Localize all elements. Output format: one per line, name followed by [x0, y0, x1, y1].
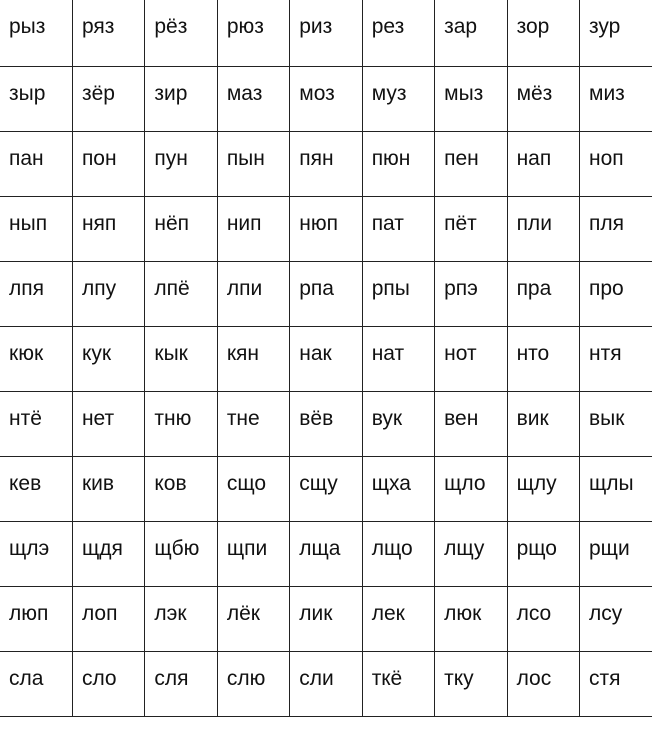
syllable-cell: рез	[362, 0, 434, 66]
syllable-cell: нтя	[580, 326, 653, 391]
syllable-cell: щпи	[217, 521, 289, 586]
syllable-cell: пун	[145, 131, 217, 196]
syllable-cell: лёк	[217, 586, 289, 651]
syllable-cell: лща	[290, 521, 362, 586]
syllable-cell: зёр	[72, 66, 144, 131]
syllable-cell: лек	[362, 586, 434, 651]
table-row	[0, 261, 652, 326]
syllable-cell: лоп	[72, 586, 144, 651]
syllable-cell: вен	[435, 391, 507, 456]
syllable-cell: мёз	[507, 66, 579, 131]
syllable-cell: лик	[290, 586, 362, 651]
syllable-cell: кев	[0, 456, 72, 521]
syllable-cell: нюп	[290, 196, 362, 261]
syllable-cell: рюз	[217, 0, 289, 66]
syllable-cell: пян	[290, 131, 362, 196]
syllable-cell: нып	[0, 196, 72, 261]
syllable-cell: щло	[435, 456, 507, 521]
syllable-cell: щлу	[507, 456, 579, 521]
syllable-cell: ряз	[72, 0, 144, 66]
syllable-cell: нип	[217, 196, 289, 261]
syllable-cell: лщу	[435, 521, 507, 586]
syllable-cell: про	[580, 261, 653, 326]
syllable-cell: щбю	[145, 521, 217, 586]
syllable-cell: рёз	[145, 0, 217, 66]
syllable-cell: пра	[507, 261, 579, 326]
syllable-cell: пан	[0, 131, 72, 196]
syllable-cell: сля	[145, 651, 217, 716]
syllable-cell: щдя	[72, 521, 144, 586]
table-row	[0, 586, 652, 651]
syllable-cell: нет	[72, 391, 144, 456]
table-row	[0, 0, 652, 66]
syllable-cell: нтё	[0, 391, 72, 456]
syllable-cell: зар	[435, 0, 507, 66]
syllable-cell: сщо	[217, 456, 289, 521]
syllable-cell: щлэ	[0, 521, 72, 586]
syllable-cell: нот	[435, 326, 507, 391]
syllable-cell: кюк	[0, 326, 72, 391]
table-row	[0, 521, 652, 586]
syllable-cell: рыз	[0, 0, 72, 66]
table-row	[0, 66, 652, 131]
syllable-cell: миз	[580, 66, 653, 131]
syllable-cell: кян	[217, 326, 289, 391]
table-row	[0, 391, 652, 456]
syllable-cell: пля	[580, 196, 653, 261]
syllable-cell: лэк	[145, 586, 217, 651]
syllable-cell: рпы	[362, 261, 434, 326]
syllable-cell: муз	[362, 66, 434, 131]
syllable-cell: рщи	[580, 521, 653, 586]
table-row	[0, 196, 652, 261]
syllable-cell: лпу	[72, 261, 144, 326]
syllable-cell: люк	[435, 586, 507, 651]
syllable-cell: нат	[362, 326, 434, 391]
syllable-cell: сло	[72, 651, 144, 716]
syllable-cell: слю	[217, 651, 289, 716]
syllable-cell: сщу	[290, 456, 362, 521]
syllable-cell: сла	[0, 651, 72, 716]
syllable-cell: тку	[435, 651, 507, 716]
syllable-cell: маз	[217, 66, 289, 131]
syllable-cell: лпи	[217, 261, 289, 326]
syllable-cell: пёт	[435, 196, 507, 261]
syllable-cell: нак	[290, 326, 362, 391]
syllable-cell: нёп	[145, 196, 217, 261]
syllable-cell: лсу	[580, 586, 653, 651]
syllable-cell: пын	[217, 131, 289, 196]
syllable-cell: люп	[0, 586, 72, 651]
syllable-cell: ков	[145, 456, 217, 521]
syllable-cell: лпё	[145, 261, 217, 326]
syllable-cell: вёв	[290, 391, 362, 456]
syllable-cell: мыз	[435, 66, 507, 131]
syllable-cell: зур	[580, 0, 653, 66]
syllable-cell: пен	[435, 131, 507, 196]
syllable-cell: щха	[362, 456, 434, 521]
syllable-cell: лщо	[362, 521, 434, 586]
syllable-cell: кук	[72, 326, 144, 391]
syllable-cell: лсо	[507, 586, 579, 651]
syllable-cell: ноп	[580, 131, 653, 196]
table-row	[0, 651, 652, 716]
syllable-cell: тне	[217, 391, 289, 456]
syllable-cell: кык	[145, 326, 217, 391]
syllable-cell: рпа	[290, 261, 362, 326]
syllable-cell: щлы	[580, 456, 653, 521]
syllable-cell: зыр	[0, 66, 72, 131]
syllable-cell: пон	[72, 131, 144, 196]
syllable-cell: стя	[580, 651, 653, 716]
syllable-cell: пюн	[362, 131, 434, 196]
syllable-cell: рщо	[507, 521, 579, 586]
table-row	[0, 456, 652, 521]
table-row	[0, 326, 652, 391]
syllable-cell: нто	[507, 326, 579, 391]
syllable-cell: риз	[290, 0, 362, 66]
syllable-cell: лпя	[0, 261, 72, 326]
syllable-cell: сли	[290, 651, 362, 716]
syllable-cell: пли	[507, 196, 579, 261]
syllable-cell: пат	[362, 196, 434, 261]
syllable-cell: ткё	[362, 651, 434, 716]
syllable-cell: няп	[72, 196, 144, 261]
syllable-cell: зир	[145, 66, 217, 131]
syllable-cell: тню	[145, 391, 217, 456]
syllable-cell: зор	[507, 0, 579, 66]
syllable-cell: вык	[580, 391, 653, 456]
syllable-cell: нап	[507, 131, 579, 196]
syllable-cell: моз	[290, 66, 362, 131]
syllable-cell: рпэ	[435, 261, 507, 326]
syllable-cell: лос	[507, 651, 579, 716]
syllable-cell: вик	[507, 391, 579, 456]
syllable-cell: кив	[72, 456, 144, 521]
table-row	[0, 131, 652, 196]
syllable-cell: вук	[362, 391, 434, 456]
